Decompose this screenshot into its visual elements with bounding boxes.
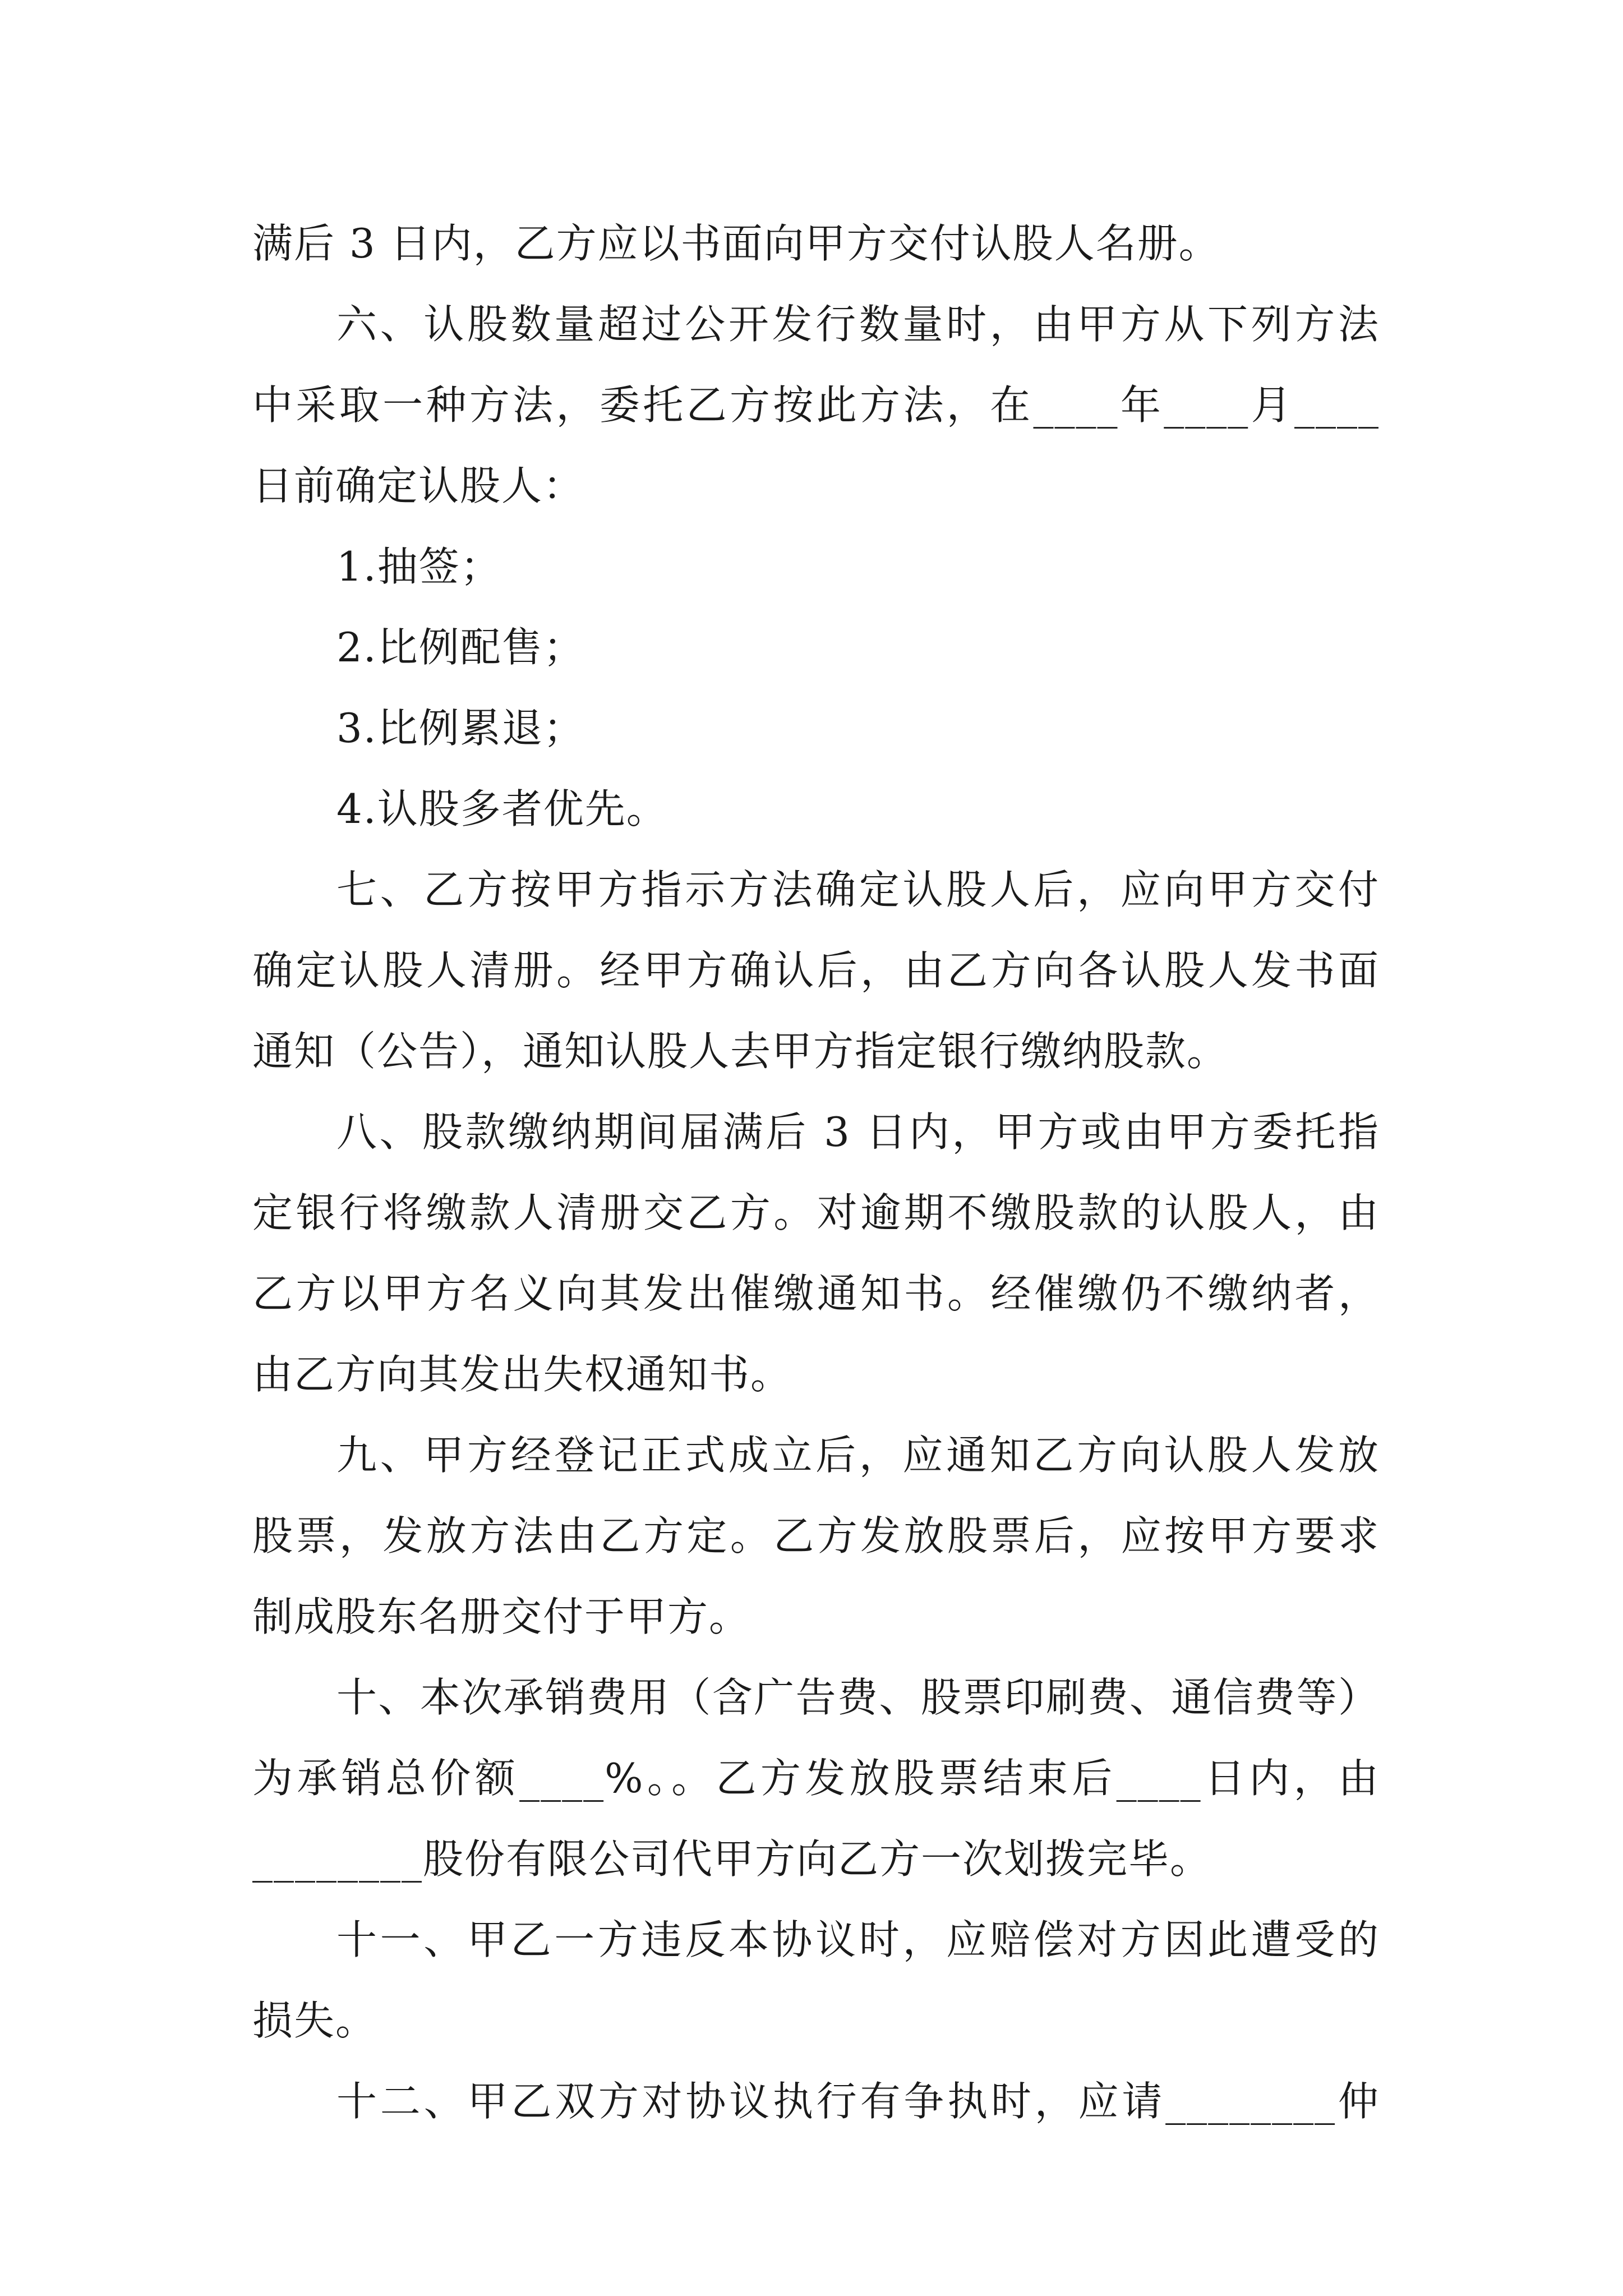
document-body bbox=[252, 203, 1380, 2142]
text-line: 3.比例累退； bbox=[336, 705, 585, 752]
text-line: 4.认股多者优先。 bbox=[336, 785, 668, 832]
text-line: 制成股东名册交付于甲方。 bbox=[252, 1593, 751, 1640]
text-line: 确定认股人清册。经甲方确认后，由乙方向各认股人发书面 bbox=[252, 947, 1380, 994]
text-line: 十、本次承销费用（含广告费、股票印刷费、通信费等） bbox=[336, 1674, 1380, 1721]
text-line: 中采取一种方法，委托乙方按此方法，在____年____月____ bbox=[252, 381, 1380, 429]
text-line: 乙方以甲方名义向其发出催缴通知书。经催缴仍不缴纳者， bbox=[252, 1270, 1380, 1317]
text-line: 由乙方向其发出失权通知书。 bbox=[252, 1351, 792, 1398]
text-line: 七、乙方按甲方指示方法确定认股人后，应向甲方交付 bbox=[336, 866, 1380, 913]
text-line: 十一、甲乙一方违反本协议时，应赔偿对方因此遭受的 bbox=[336, 1916, 1380, 1963]
text-line: 为承销总价额____%。。乙方发放股票结束后____日内，由 bbox=[252, 1755, 1380, 1802]
text-line: 九、甲方经登记正式成立后，应通知乙方向认股人发放 bbox=[336, 1432, 1380, 1479]
text-line: 十二、甲乙双方对协议执行有争执时，应请________仲 bbox=[336, 2078, 1380, 2125]
text-line: 1.抽签； bbox=[336, 543, 502, 590]
text-line: 六、认股数量超过公开发行数量时，由甲方从下列方法 bbox=[336, 301, 1380, 348]
text-line: 满后 3 日内，乙方应以书面向甲方交付认股人名册。 bbox=[252, 220, 1220, 267]
text-line: 定银行将缴款人清册交乙方。对逾期不缴股款的认股人，由 bbox=[252, 1189, 1380, 1236]
text-line: ________股份有限公司代甲方向乙方一次划拨完毕。 bbox=[252, 1835, 1212, 1883]
text-line: 通知（公告），通知认股人去甲方指定银行缴纳股款。 bbox=[252, 1028, 1229, 1075]
text-line: 损失。 bbox=[252, 1997, 377, 2044]
text-line: 八、股款缴纳期间届满后 3 日内，甲方或由甲方委托指 bbox=[336, 1108, 1380, 1156]
text-line: 股票，发放方法由乙方定。乙方发放股票后，应按甲方要求 bbox=[252, 1512, 1380, 1559]
text-line: 日前确定认股人： bbox=[252, 462, 585, 509]
text-line: 2.比例配售； bbox=[336, 624, 585, 671]
